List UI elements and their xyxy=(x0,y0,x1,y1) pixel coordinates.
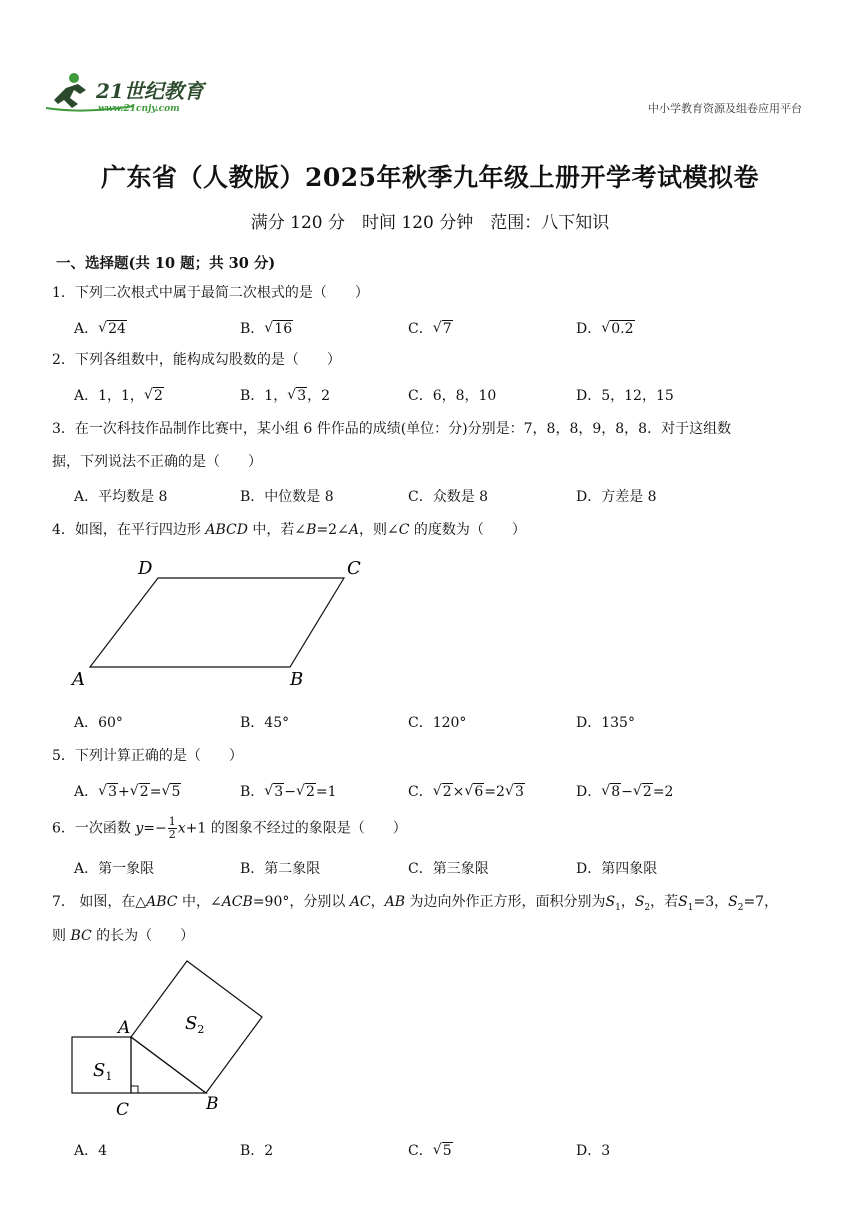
q3-option-a[interactable]: A．平均数是 8 xyxy=(74,489,168,505)
exam-title: 广东省（人教版）2025年秋季九年级上册开学考试模拟卷 xyxy=(100,163,760,192)
section-heading: 一、选择题(共 10 题；共 30 分) xyxy=(56,255,276,272)
question-4-stem: 4．如图，在平行四边形 ABCD 中，若∠B=2∠A，则∠C 的度数为（ ） xyxy=(52,522,526,538)
s2-label: $S_2$ xyxy=(185,1013,205,1036)
question-1-stem: 1．下列二次根式中属于最简二次根式的是（ ） xyxy=(52,285,369,301)
vertex-c-label: C xyxy=(116,1100,130,1120)
q7-option-a[interactable]: A．4 xyxy=(74,1143,108,1159)
question-3-line1: 3．在一次科技作品制作比赛中，某小组 6 件作品的成绩(单位：分)分别是：7，8，8，9，8，8．对于这组数 xyxy=(52,421,732,437)
q5-option-b[interactable]: B．√ 3−√ 2=1 xyxy=(240,781,337,801)
s1-label: $S_1$ xyxy=(93,1060,113,1083)
question-7-line2: 则 BC 的长为（ ） xyxy=(52,928,195,944)
platform-name: 中小学教育资源及组卷应用平台 xyxy=(648,102,802,115)
vertex-c-label: C xyxy=(347,558,361,579)
q3-option-c[interactable]: C．众数是 8 xyxy=(408,489,489,505)
fraction-one-half: $\frac{1}{2}$ xyxy=(168,815,176,841)
question-7-line1: 7． 如图，在△ABC 中，∠ACB=90°，分别以 AC，AB 为边向外作正方形，面积分别为$S_1$，$S_2$，若$S_1=3$，$S_2=7$， xyxy=(52,894,779,913)
q3-option-b[interactable]: B．中位数是 8 xyxy=(240,489,334,505)
vertex-b-label: B xyxy=(290,669,304,690)
q7-option-b[interactable]: B．2 xyxy=(240,1143,274,1159)
vertex-d-label: D xyxy=(138,558,153,579)
q2-option-d[interactable]: D．5，12，15 xyxy=(576,388,674,404)
q7-option-c[interactable]: C．√ 5 xyxy=(408,1140,453,1160)
logo-text: 21世纪教育 xyxy=(96,79,204,103)
q5-option-a[interactable]: A．√ 3+√ 2=√ 5 xyxy=(74,781,181,801)
q4-option-d[interactable]: D．135° xyxy=(576,715,635,731)
q3-option-d[interactable]: D．方差是 8 xyxy=(576,489,657,505)
q6-option-d[interactable]: D．第四象限 xyxy=(576,861,658,877)
question-6-stem: 6．一次函数 y=− $\frac{1}{2}$ x+1 的图象不经过的象限是（ ） xyxy=(52,815,407,841)
q7-option-d[interactable]: D．3 xyxy=(576,1143,611,1159)
right-angle-mark xyxy=(131,1086,138,1093)
q2-option-b[interactable]: B．1，√ 3，2 xyxy=(240,385,330,405)
question-3-line2: 据，下列说法不正确的是（ ） xyxy=(52,454,262,470)
q1-option-a[interactable]: A．√ 24 xyxy=(74,318,127,338)
q4-option-c[interactable]: C．120° xyxy=(408,715,467,731)
q4-option-b[interactable]: B．45° xyxy=(240,715,290,731)
q2-option-a[interactable]: A．1，1，√ 2 xyxy=(74,385,164,405)
q4-option-a[interactable]: A．60° xyxy=(74,715,123,731)
q5-option-c[interactable]: C．√ 2×√ 6=2√ 3 xyxy=(408,781,525,801)
vertex-a-label: A xyxy=(118,1018,131,1038)
q6-option-a[interactable]: A．第一象限 xyxy=(74,861,155,877)
q2-option-c[interactable]: C．6，8，10 xyxy=(408,388,497,404)
q6-option-c[interactable]: C．第三象限 xyxy=(408,861,489,877)
parallelogram-abcd xyxy=(90,578,344,667)
q6-option-b[interactable]: B．第二象限 xyxy=(240,861,321,877)
vertex-b-label: B xyxy=(206,1094,219,1114)
site-logo xyxy=(44,70,219,116)
q1-option-d[interactable]: D．√ 0.2 xyxy=(576,318,635,338)
exam-subtitle: 满分 120 分 时间 120 分钟 范围：八下知识 xyxy=(250,213,610,233)
parallelogram-figure xyxy=(60,552,380,697)
q1-option-c[interactable]: C．√ 7 xyxy=(408,318,453,338)
vertex-a-label: A xyxy=(72,669,85,690)
q5-option-d[interactable]: D．√ 8−√ 2=2 xyxy=(576,781,673,801)
q1-option-b[interactable]: B．√ 16 xyxy=(240,318,293,338)
question-2-stem: 2．下列各组数中，能构成勾股数的是（ ） xyxy=(52,352,341,368)
squares-figure xyxy=(60,955,280,1125)
logo-url: www.21cnjy.com xyxy=(98,104,180,114)
question-5-stem: 5．下列计算正确的是（ ） xyxy=(52,748,243,764)
